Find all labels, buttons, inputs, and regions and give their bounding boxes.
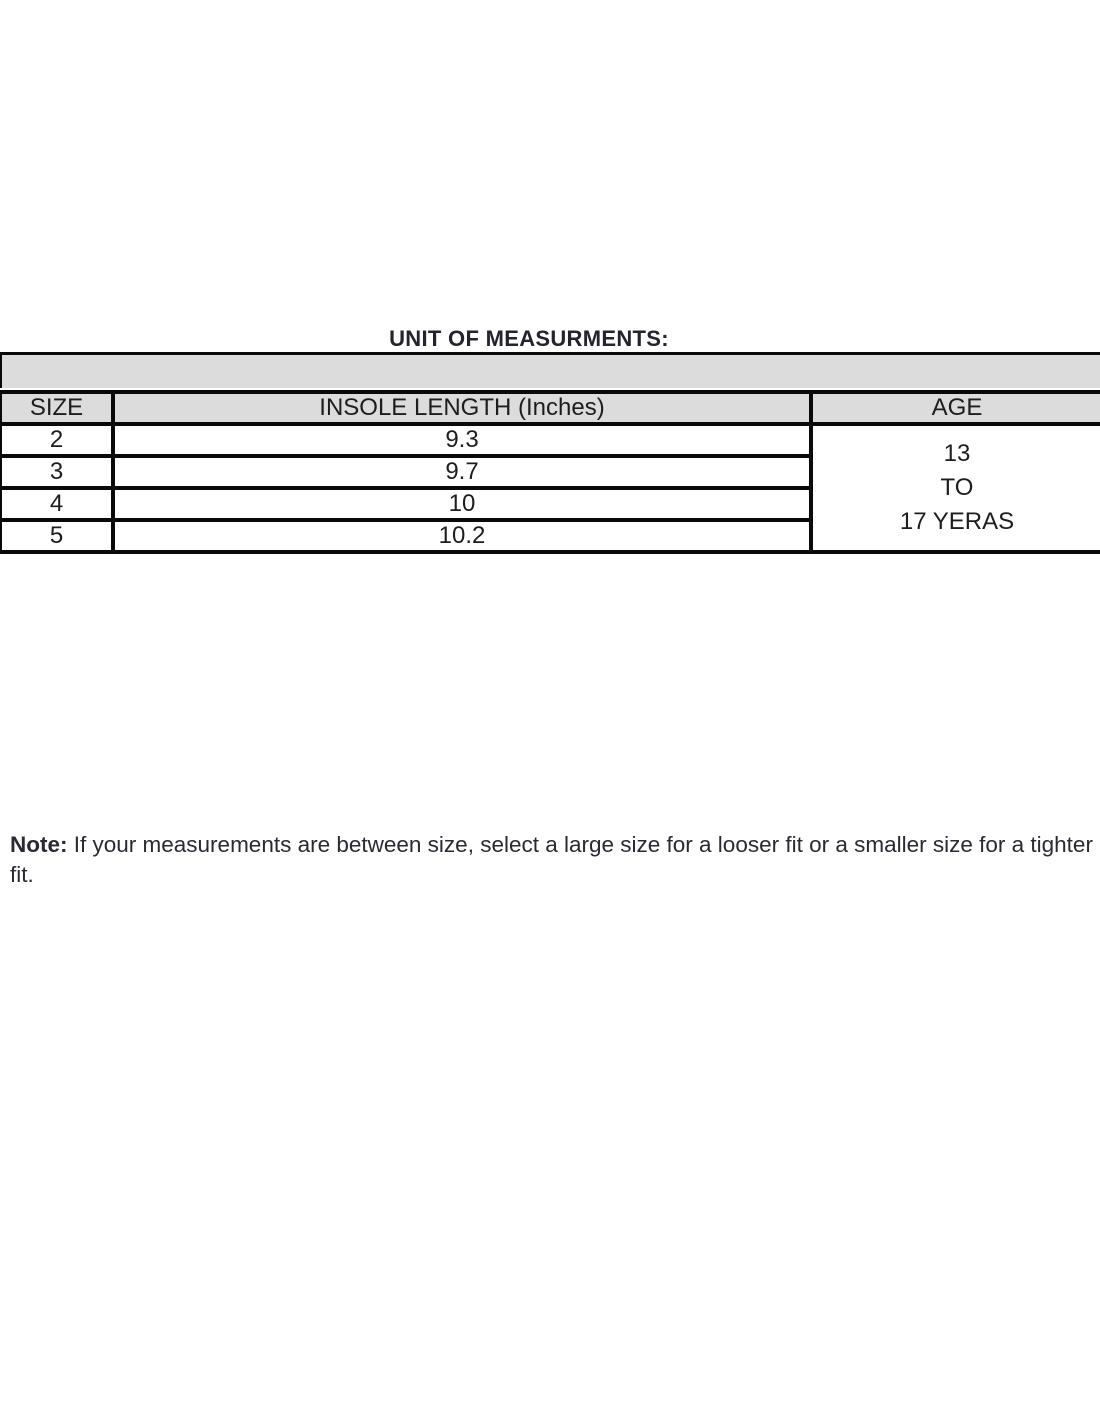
- insole-length-cell: 9.3: [113, 424, 811, 456]
- note-label: Note:: [10, 832, 68, 857]
- insole-length-cell: 9.7: [113, 456, 811, 488]
- age-line-start: 13: [943, 440, 971, 467]
- col-header-size: SIZE: [1, 392, 113, 424]
- age-range-cell: [811, 424, 1100, 552]
- header-row: [1, 392, 1100, 424]
- insole-length-cell: 10.2: [113, 520, 811, 552]
- table-top-band: [0, 352, 1100, 388]
- size-cell: 5: [1, 520, 113, 552]
- note-body: If your measurements are between size, select a large size for a looser fit or a smaller size for a tighter fit.: [10, 832, 1093, 887]
- page-title: UNIT OF MEASURMENTS:: [389, 326, 669, 351]
- col-header-age: AGE: [811, 392, 1100, 424]
- size-cell: 4: [1, 488, 113, 520]
- size-chart-table: [0, 390, 1100, 554]
- age-line-end: 17 YERAS: [899, 508, 1015, 535]
- note-text: [10, 830, 1095, 890]
- size-cell: 3: [1, 456, 113, 488]
- col-header-insole-length: INSOLE LENGTH (Inches): [113, 392, 811, 424]
- table-row: [1, 424, 1100, 456]
- insole-length-cell: 10: [113, 488, 811, 520]
- size-cell: 2: [1, 424, 113, 456]
- age-line-to: TO: [940, 474, 974, 501]
